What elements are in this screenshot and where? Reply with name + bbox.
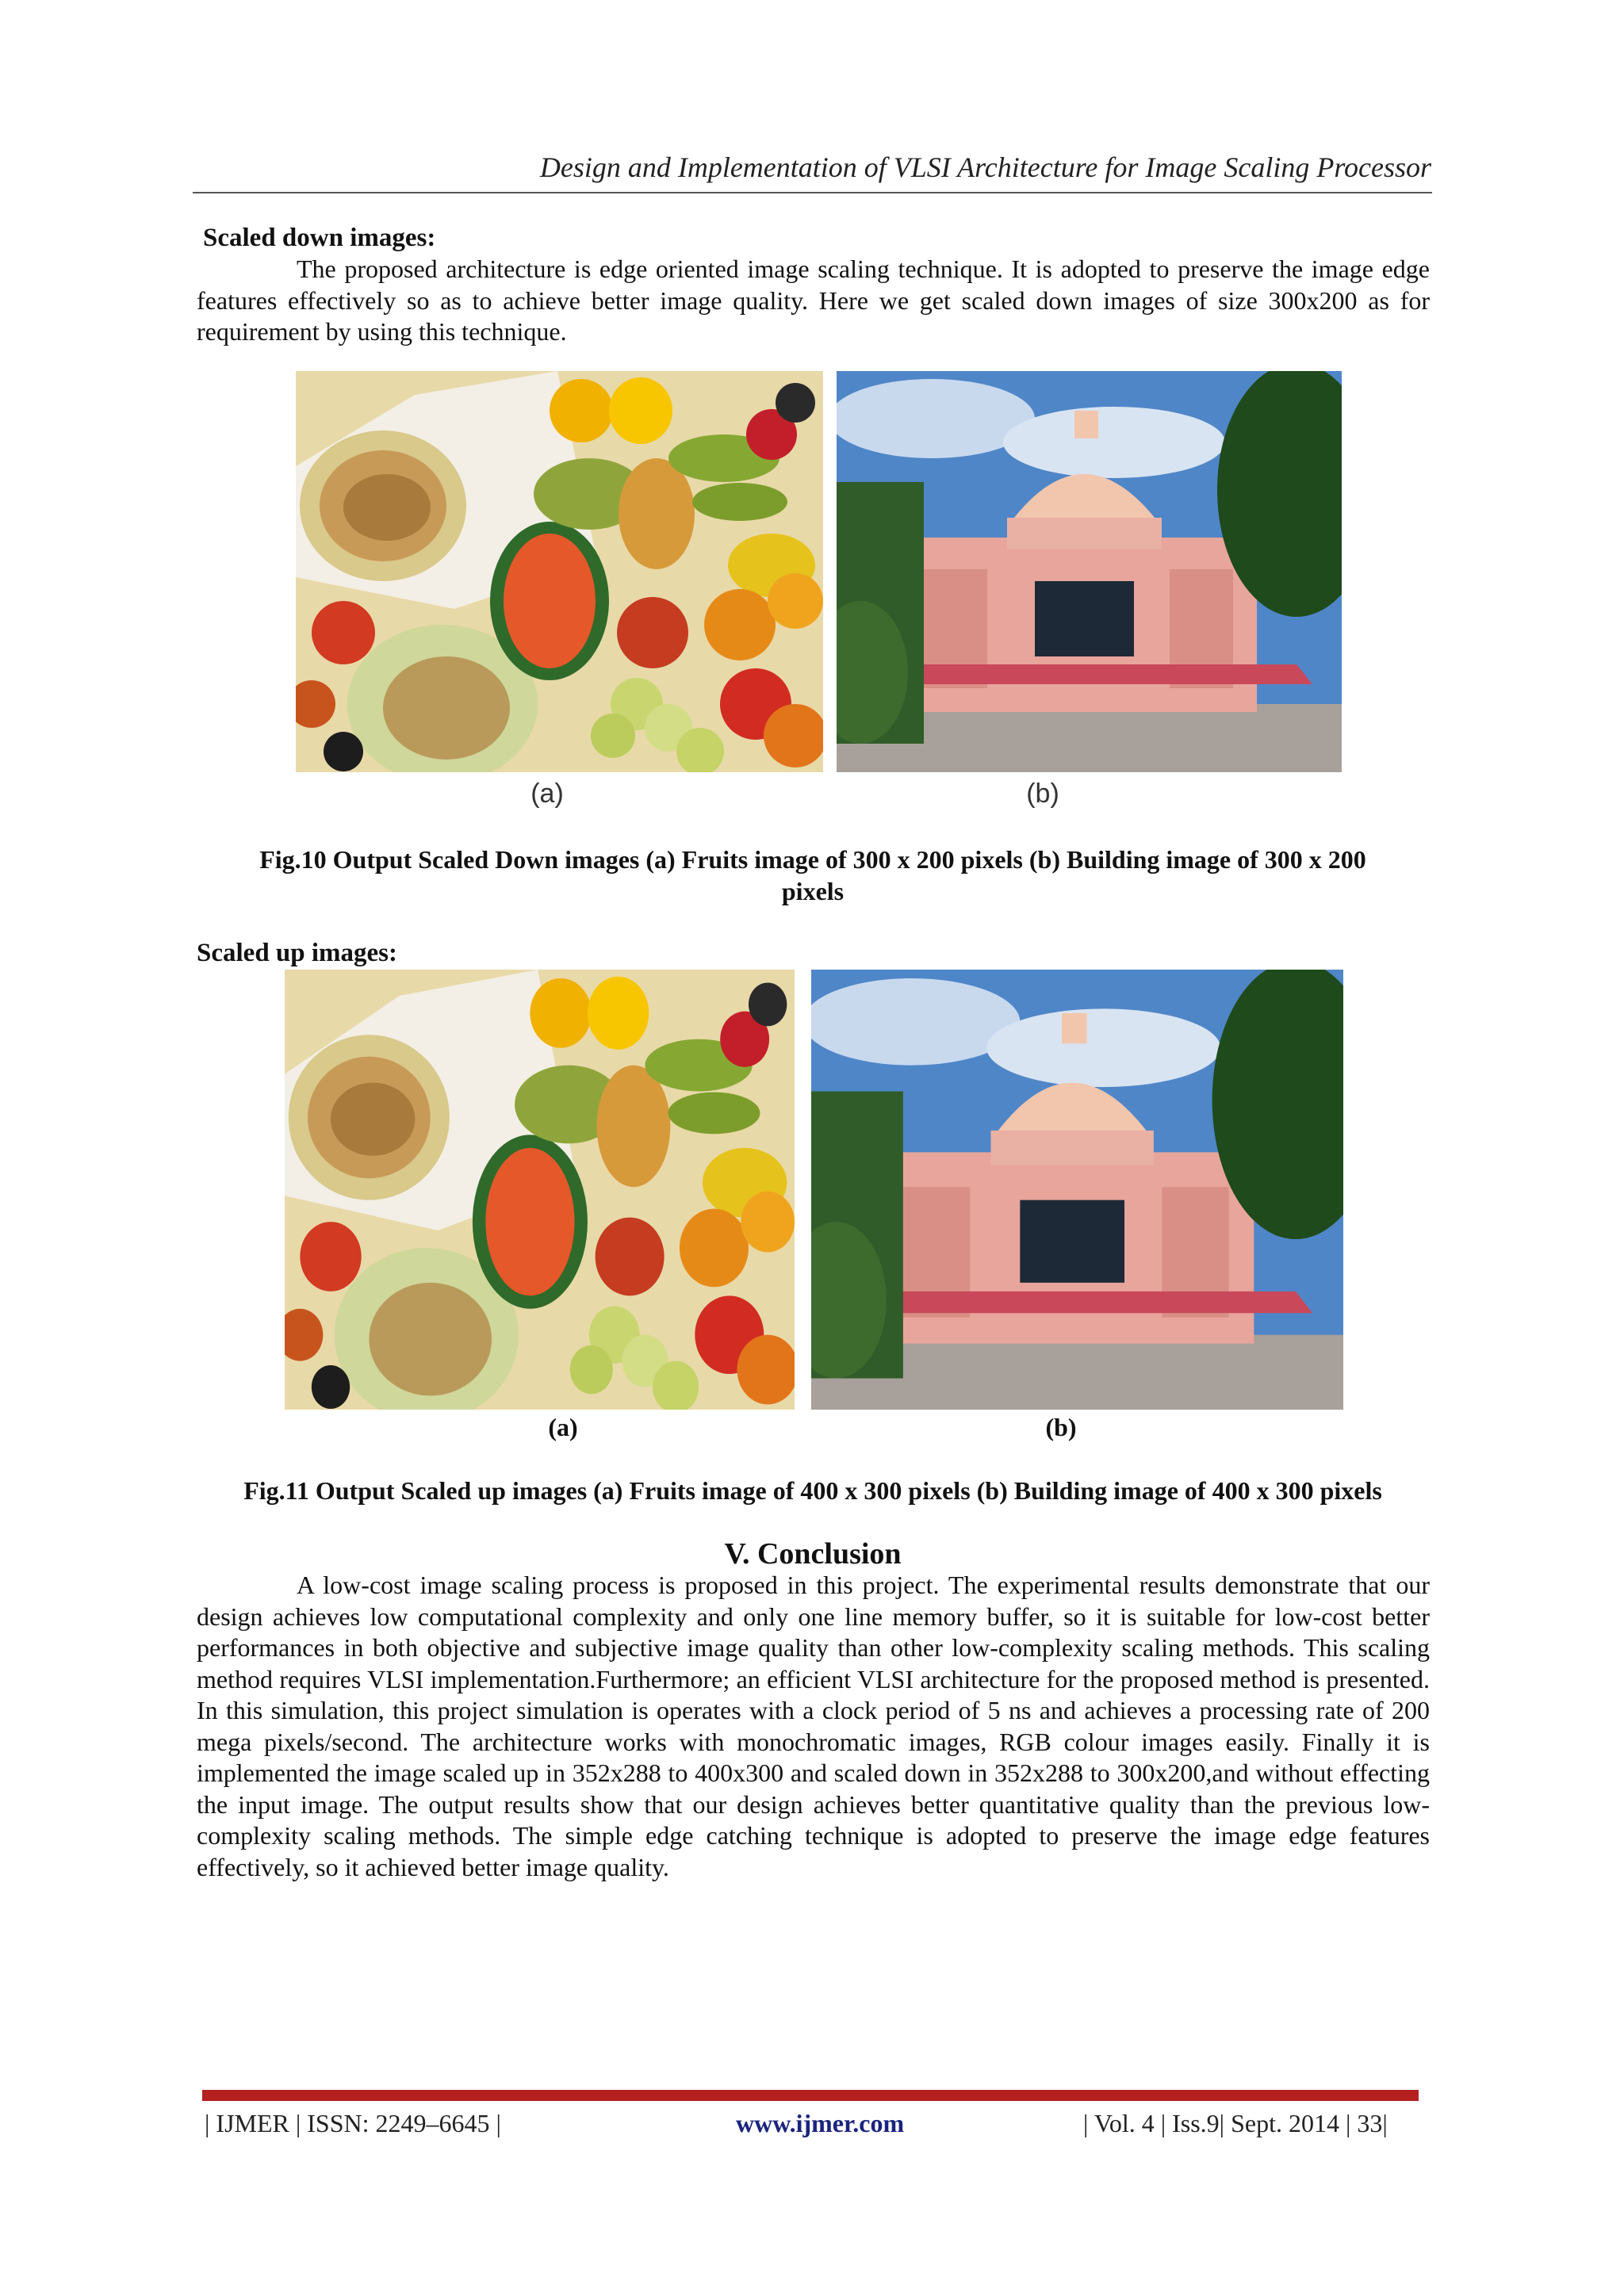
footer-rule [202,2090,1419,2101]
footer-journal-info: | IJMER | ISSN: 2249–6645 | [205,2109,501,2137]
footer-website-link[interactable]: www.ijmer.com [736,2109,905,2137]
figure-11b-building-image [811,970,1343,1410]
footer-volume-info: | Vol. 4 | Iss.9| Sept. 2014 | 33| [1083,2109,1388,2137]
figure-11a-label: (a) [548,1413,578,1441]
section-title-conclusion: V. Conclusion [724,1537,902,1571]
running-head: Design and Implementation of VLSI Architecture for Image Scaling Processor [539,151,1431,183]
figure-11b-label: (b) [1045,1413,1077,1441]
figure-10b-label: (b) [1026,779,1059,809]
header-rule [193,192,1432,193]
figure-10-caption: Fig.10 Output Scaled Down images (a) Fruits image of 300 x 200 pixels (b) Building image of 300 x 200 pixels [259,845,1366,905]
figure-10b-building-image [837,371,1342,772]
figure-10a-fruits-image [296,371,823,772]
paragraph-conclusion: A low-cost image scaling process is proposed in this project. The experimental results demonstrate that our design achieves low computational complexity and only one line memory buffer, so it is suitable for low-cost better performances in both objective and subjective image quality than other low-complexity scaling methods. This scaling method requires VLSI implementation.Furthermore; an efficient VLSI architecture for the proposed method is presented. In this simulation, this project simulation is operates with a clock period of 5 ns and achieves a processing rate of 200 mega pixels/second. The architecture works with monochromatic images, RGB colour images easily. Finally it is implemented the image scaled up in 352x288 to 400x300 and scaled down in 352x288 to 300x200,and without effecting the input image. The output results show that our design achieves better quantitative quality than the previous low-complexity scaling methods. The simple edge catching technique is adopted to preserve the image edge features effectively, so it achieved better image quality. [197,1571,1430,1881]
figure-10a-label: (a) [530,779,564,809]
paragraph-scaled-down: The proposed architecture is edge oriented image scaling technique. It is adopted to preserve the image edge features effectively so as to achieve better image quality. Here we get scaled down images of size 300x200 as for requirement by using this technique. [197,254,1430,346]
figure-11a-fruits-image [285,970,795,1410]
figure-11-caption: Fig.11 Output Scaled up images (a) Fruits image of 400 x 300 pixels (b) Building image of 400 x 300 pixels [243,1476,1382,1505]
heading-scaled-down: Scaled down images: [203,224,436,252]
heading-scaled-up: Scaled up images: [197,939,398,967]
